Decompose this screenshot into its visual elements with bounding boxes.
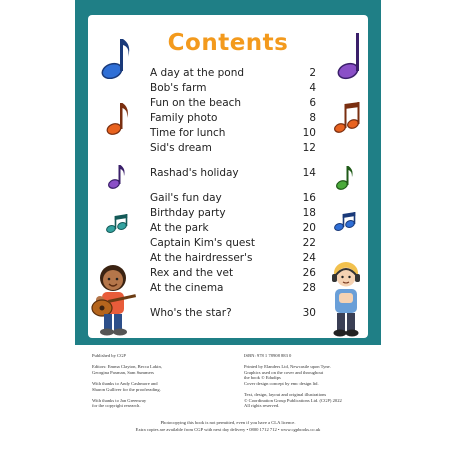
toc-entry	[150, 251, 316, 265]
toc-entry-title: Rex and the vet	[150, 267, 234, 279]
footer-line: © Coordination Group Publications Ltd. (CGP) 2022	[244, 397, 342, 403]
footer-line: the book © Edudips	[244, 375, 281, 381]
toc-entry-page: 20	[302, 222, 316, 234]
toc-entry	[150, 236, 316, 250]
footer-line: Graphics used on the cover and throughout	[244, 369, 324, 375]
toc-entry-page: 30	[302, 307, 316, 319]
toc-entry-title: Sid's dream	[150, 142, 212, 154]
toc-entry-title: Family photo	[150, 112, 218, 124]
music-note-icon	[100, 35, 134, 79]
toc-entry	[150, 191, 316, 205]
footer-line: With thanks to Jan Greenway	[92, 397, 147, 403]
toc-entry-title: At the park	[150, 222, 209, 234]
toc-entry-title: At the hairdresser's	[150, 252, 253, 264]
footer-contact-line: Extra copies are available from CGP with next day delivery • 0800 1712 712 • www.cgpbooks.co.uk	[135, 427, 321, 432]
footer-right-column	[244, 353, 342, 409]
toc-entry-page: 14	[302, 167, 316, 179]
toc-entry-page: 6	[309, 97, 316, 109]
toc-entry	[150, 306, 316, 320]
toc-entry-page: 26	[302, 267, 316, 279]
toc-entry	[150, 126, 316, 140]
toc-entry	[150, 206, 316, 220]
toc-entry	[150, 81, 316, 95]
footer-line: for the copyright research.	[92, 403, 141, 409]
footer-line: Published by CGP	[92, 353, 126, 358]
footer-left-column	[92, 353, 162, 409]
toc-entry-page: 18	[302, 207, 316, 219]
toc-entry-page: 22	[302, 237, 316, 249]
toc-entry	[150, 166, 316, 180]
page-title: Contents	[167, 30, 289, 56]
toc-entry-page: 2	[309, 67, 316, 79]
toc-entry	[150, 96, 316, 110]
toc-entry	[150, 66, 316, 80]
footer-licence-note: Photocopying this book is not permitted, even if you have a CLA licence.	[160, 420, 296, 425]
footer-line: Editors: Emma Clayton, Becca Lakin,	[92, 364, 162, 370]
toc-entry-page: 4	[309, 82, 316, 94]
toc-entry-page: 10	[302, 127, 316, 139]
toc-entry-page: 24	[302, 252, 316, 264]
toc-entry-title: Fun on the beach	[150, 97, 242, 109]
toc-entry-page: 12	[302, 142, 316, 154]
toc-entry-title: At the cinema	[150, 282, 224, 294]
double-music-note-icon	[106, 214, 128, 234]
double-music-note-icon	[334, 212, 356, 232]
footer-line: Georgina Paxman, Sam Summers	[92, 369, 154, 375]
footer-line: Sharon Gulliver for the proofreading.	[92, 386, 161, 392]
toc-entry	[150, 266, 316, 280]
toc-entry-page: 28	[302, 282, 316, 294]
footer-line: With thanks to Andy Cashmore and	[92, 380, 158, 386]
toc-entry	[150, 281, 316, 295]
toc-entry	[150, 221, 316, 235]
music-note-icon	[108, 162, 126, 190]
footer-line: All rights reserved.	[244, 403, 280, 409]
toc-entry-title: Birthday party	[150, 207, 226, 219]
footer-line: Text, design, layout and original illustrations	[244, 392, 327, 398]
toc-entry-title: A day at the pond	[150, 67, 245, 79]
toc-entry-title: Captain Kim's quest	[150, 237, 255, 249]
toc-entry-title: Bob's farm	[150, 82, 207, 94]
music-note-icon	[336, 163, 354, 191]
music-note-icon	[106, 100, 130, 136]
toc-entry-title: Who's the star?	[150, 307, 232, 319]
footer-line: Printed by Elanders Ltd, Newcastle upon Tyne.	[244, 364, 331, 370]
music-note-icon	[336, 30, 362, 80]
toc-entry	[150, 111, 316, 125]
toc-entry-page: 8	[309, 112, 316, 124]
footer-line: ISBN: 978 1 78908 883 0	[244, 353, 292, 358]
toc-entry-title: Rashad's holiday	[150, 167, 239, 179]
toc-entry-title: Gail's fun day	[150, 192, 222, 204]
double-music-note-icon	[334, 100, 360, 136]
toc-entry-title: Time for lunch	[150, 127, 226, 139]
boy-with-guitar	[88, 262, 138, 338]
toc-entry-page: 16	[302, 192, 316, 204]
toc-entry	[150, 141, 316, 155]
boy-with-headphones	[326, 260, 366, 340]
footer-line: Cover design concept by emc design ltd.	[244, 380, 319, 386]
